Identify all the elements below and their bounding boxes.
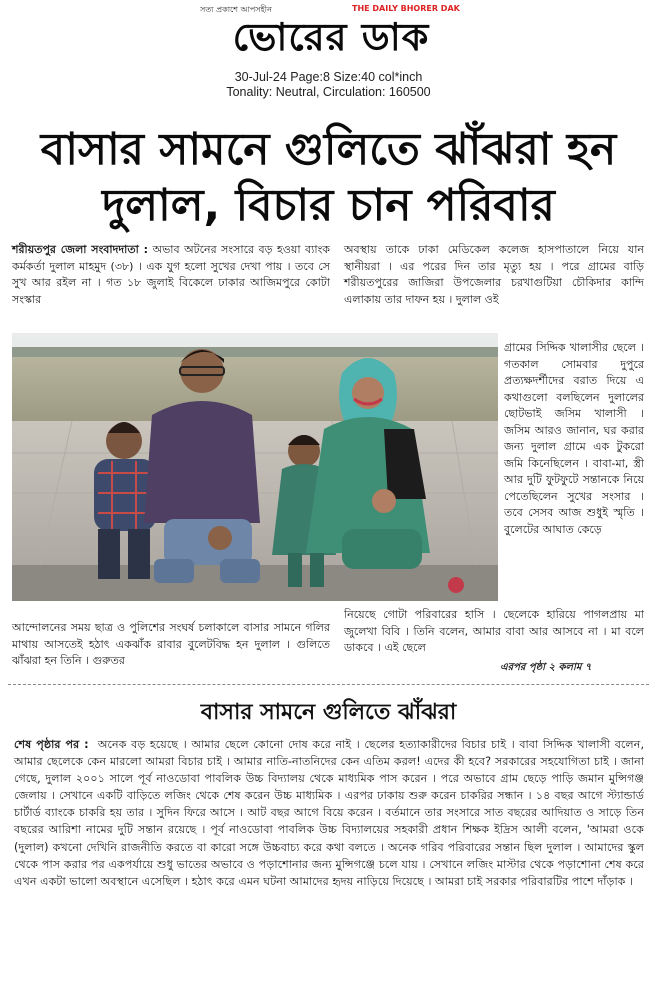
continuation-body <box>14 736 644 890</box>
masthead <box>0 0 657 100</box>
continuation-lead: শেষ পৃষ্ঠার পর : <box>14 738 89 751</box>
article-text: অভাব অটনের সংসারে বড় হওয়া ব্যাংক কর্মকর্তা দুলাল মাহমুদ (৩৮) । এক যুগ হলো সুখের দেখা পায় । তবে সে সুখ আর রইল না । গত ১৮ জুলাই বিকেলে ঢাকার আজিমপুরে কোটা সংস্কার <box>12 243 330 306</box>
article-text: অবস্থায় তাকে ঢাকা মেডিকেল কলেজ হাসপাতালে নিয়ে যান স্থানীয়রা । এর পরের দিন তার মৃত্যু হয় । পরে গ্রামের বাড়ি শরীয়তপুরের জাজিরা উপজেলার চরখাগুটিয়া চৌকিদার কান্দি এলাকায় তার দাফন হয় । দুলাল ওই <box>344 243 644 306</box>
continued-on-note: এরপর পৃষ্ঠা ২ কলাম ৭ <box>500 662 592 673</box>
headline-line-1: বাসার সামনে গুলিতে ঝাঁঝরা হন <box>40 124 617 175</box>
continuation-text: অনেক বড় হয়েছে । আমার ছেলে কোনো দোষ করে নাই । ছেলের হত্যাকারীদের বিচার চাই । বাবা সিদ্দিক খালাসী বলেন, আমার ছেলেকে কেন মারলো আমরা বিচার চাই । আমার নাতি-নাতনিদের কেন এতিম করল! এদের কী হবে? সরকারের সহযোগিতা চাই । জানা গেছে, দুলাল ২০০১ সালে পূর্ব নাওডোবা পাবলিক উচ্চ বিদ্যালয় থেকে মাধ্যমিক পাস করেন । পরে অভাবে গ্রাম ছেড়ে পাড়ি জমান মুন্সিগঞ্জ জেলায় । সেখানে একটি বাড়িতে লজিং থেকে শেষ করেন উচ্চ মাধ্যমিক । এরপর ঢাকায় শুরু করেন চাকরির সন্ধান । ১৪ বছর আগে স্ট্যান্ডার্ড চার্টার্ড ব্যাংকে চাকরি হয় তার । সুদিন ফিরে আসে । আট বছর আগে বিয়ে করেন । বর্তমানে তার সংসারে সাত বছরের আদিয়াত ও সাড়ে তিন বছরের আরিশা নামের দুটি সন্তান রয়েছে । পূর্ব নাওডোবা পাবলিক উচ্চ বিদ্যালয়ের সহকারী প্রধান শিক্ষক ইদ্রিস আলী বলেন, 'আমরা ওকে (দুলাল) কখনো দেখিনি রাজনীতি করতে বা কারো সঙ্গে উচ্চবাচ্য করে কথা বলতে । অনেক গরিব পরিবারের সন্তান ছিল দুলাল । আমাদের স্কুল থেকে পাস করার পর একপর্যায়ে শুধু ভাতের অভাবে ও পড়াশোনার জন্য মুন্সিগঞ্জে চলে যায় । সেখানে লজিং মাস্টার থেকে পড়াশোনা শেষ করে এখন একটা ভালো অবস্থানে এসেছিল । হঠাৎ করে এমন ঘটনা আমাদের হৃদয় নাড়িয়ে দিয়েছে । আমরা চাই সরকার পরিবারটির পাশে দাঁড়াক । <box>14 738 644 888</box>
continuation-headline: বাসার সামনে গুলিতে ঝাঁঝরা <box>200 700 457 725</box>
article-column-right-top <box>344 242 644 308</box>
dateline: শরীয়তপুর জেলা সংবাদদাতা : <box>12 243 149 256</box>
masthead-english-name: THE DAILY BHORER DAK <box>352 4 460 13</box>
family-photo-icon <box>12 333 498 601</box>
headline-line-2: দুলাল, বিচার চান পরিবার <box>102 180 555 231</box>
family-photo <box>12 333 498 601</box>
section-divider <box>8 684 649 685</box>
article-column-right-middle <box>504 340 644 538</box>
article-column-left-top <box>12 242 330 308</box>
article-text: আন্দোলনের সময় ছাত্র ও পুলিশের সংঘর্ষ চলাকালে বাসার সামনে গলির মাথায় আসতেই হঠাৎ একঝাঁক রাবার বুলেটবিদ্ধ হন দুলাল । গুলিতে ঝাঁঝরা হন তিনি । গুরুতর <box>12 621 330 667</box>
article-column-left-bottom <box>12 620 330 670</box>
newspaper-logo: ভোরের ডাক <box>232 15 430 59</box>
clipping-meta-tonality: Tonality: Neutral, Circulation: 160500 <box>226 85 431 99</box>
article-text: গ্রামের সিদ্দিক খালাসীর ছেলে । গতকাল সোমবার দুপুরে প্রত্যক্ষদর্শীদের বরাত দিয়ে এ কথাগুলো বলছিলেন দুলালের ছোটভাই জসিম খালাসী । জসিম আরও জানান, ঘর করার জন্য দুলাল গ্রামে এক টুকরো জমি কিনেছিলেন । বাবা-মা, স্ত্রী আর দুটি ফুটফুটে সন্তানকে নিয়ে পেতেছিলেন সুখের সংসার । তবে সেসব আজ শুধুই স্মৃতি । বুলেটের আঘাত কেড়ে <box>504 341 644 536</box>
clipping-meta-date: 30-Jul-24 Page:8 Size:40 col*inch <box>234 70 423 84</box>
masthead-tagline: সত্য প্রকাশে আপসহীন <box>200 5 272 14</box>
article-text: নিয়েছে গোটা পরিবারের হাসি । ছেলেকে হারিয়ে পাগলপ্রায় মা জুলেখা বিবি । তিনি বলেন, আমার বাবা আর আসবে না । মা বলে ডাকবে । এই ছেলে <box>344 608 644 654</box>
article-column-right-bottom <box>344 607 644 657</box>
